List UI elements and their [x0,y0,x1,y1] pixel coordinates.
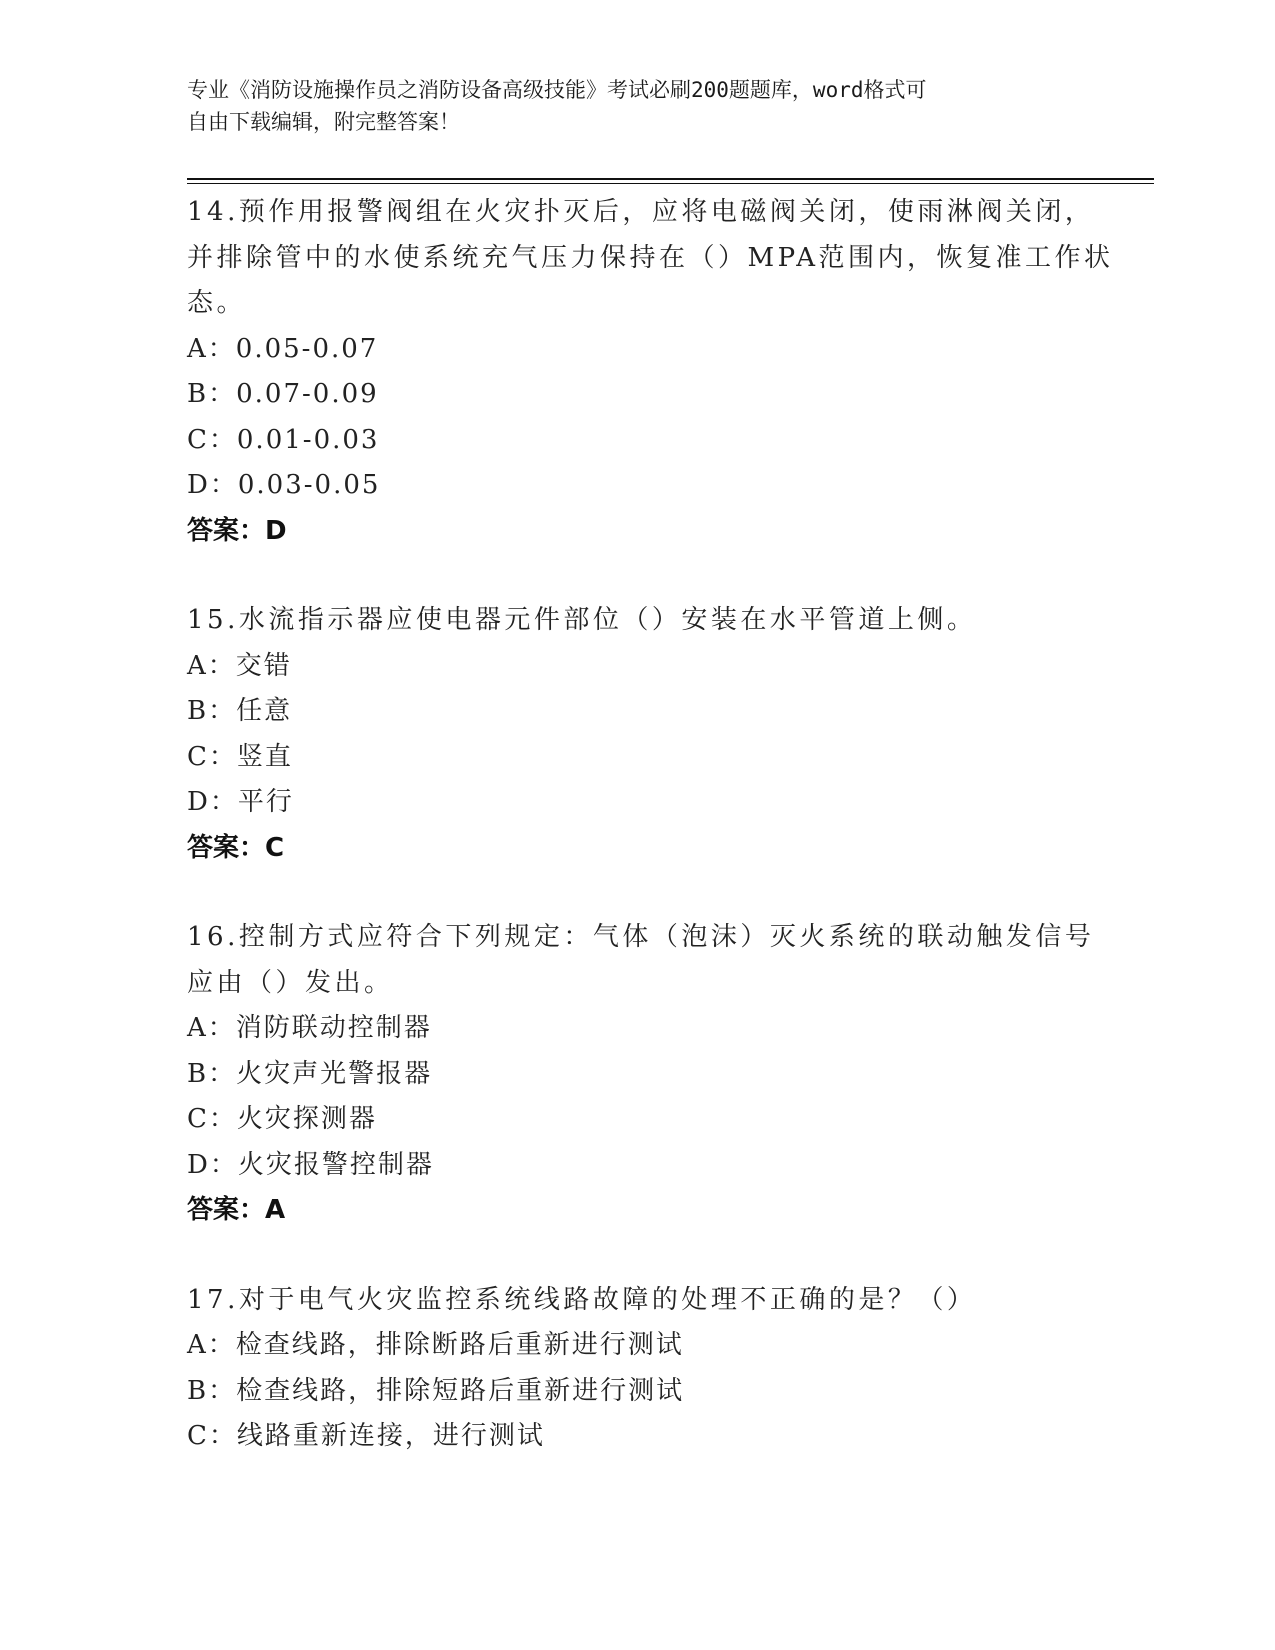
question-text-line: 16.控制方式应符合下列规定：气体（泡沫）灭火系统的联动触发信号 [187,922,1095,952]
header-line-1: 专业《消防设施操作员之消防设备高级技能》考试必刷200题题库，word格式可 [187,78,927,102]
answer-label: 答案：D [187,515,287,546]
header-line-2: 自由下载编辑，附完整答案！ [187,110,460,134]
answer-label: 答案：C [187,832,285,863]
option-c: C：0.01-0.03 [187,424,380,455]
option-b: B：0.07-0.09 [187,379,379,409]
document-header [187,74,1087,138]
answer-label: 答案：A [187,1195,286,1225]
question-16 [187,915,1095,1234]
option-c: C：火灾探测器 [187,1104,377,1134]
option-d: D：平行 [187,787,294,817]
option-b: B：任意 [187,696,293,726]
option-a: A：消防联动控制器 [187,1013,432,1043]
option-a: A：交错 [187,650,292,681]
option-b: B：火灾声光警报器 [187,1058,433,1089]
header-divider-thin [187,183,1154,184]
question-text-line: 态。 [187,288,247,318]
question-text-line: 应由（）发出。 [187,967,394,998]
question-17 [187,1278,1087,1460]
option-b: B：检查线路，排除短路后重新进行测试 [187,1375,685,1406]
question-14 [187,190,1114,554]
question-text-line: 17.对于电气火灾监控系统线路故障的处理不正确的是？（） [187,1284,977,1315]
header-divider-thick [187,178,1154,180]
question-text-line: 并排除管中的水使系统充气压力保持在（）MPA范围内，恢复准工作状 [187,242,1114,273]
question-text-line: 15.水流指示器应使电器元件部位（）安装在水平管道上侧。 [187,605,977,635]
question-15 [187,598,1087,871]
option-d: D：火灾报警控制器 [187,1149,434,1180]
option-a: A：检查线路，排除断路后重新进行测试 [187,1330,684,1360]
option-c: C：线路重新连接，进行测试 [187,1421,545,1451]
option-d: D：0.03-0.05 [187,470,381,500]
option-c: C：竖直 [187,741,293,772]
option-a: A：0.05-0.07 [187,333,379,364]
question-text-line: 14.预作用报警阀组在火灾扑灭后，应将电磁阀关闭，使雨淋阀关闭， [187,197,1095,227]
question-list [187,190,1114,1504]
